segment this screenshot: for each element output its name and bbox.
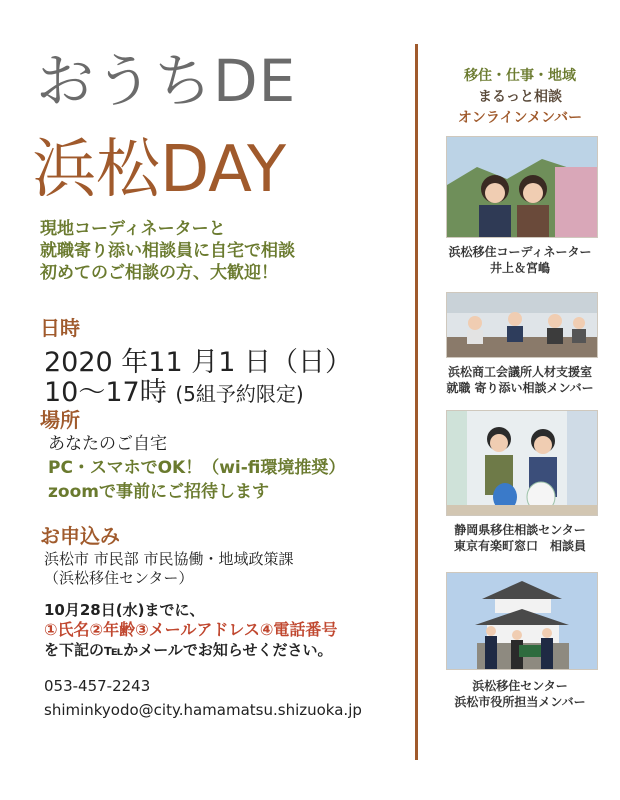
org-line: 浜松市 市民部 市民協働・地域政策課 [44,550,294,568]
place-details [48,432,345,504]
shizuoka-center-photo [446,410,598,516]
title-line2: 浜松DAY [32,133,287,207]
title-line1: おうちDE [36,47,297,115]
coordinators-caption [420,244,620,276]
city-office-photo [446,572,598,670]
deadline-line: 10月28日(水)までに、 [44,601,205,619]
caption-line: 井上＆宮嶋 [489,261,550,275]
members-heading-line1: 移住・仕事・地域 [464,68,576,84]
apply-deadline [44,600,337,660]
members-heading-line3: オンラインメンバー [457,110,583,126]
required-items: ①氏名②年齢③メールアドレス④電話番号 [44,620,338,639]
place-line: PC・スマホでOK！（wi-fi環境推奨） [48,458,346,478]
caption-line: 静岡県移住相談センター [454,523,586,537]
datetime-heading: 日時 [40,316,80,340]
chamber-staff-caption [420,364,620,396]
shizuoka-center-caption [420,522,620,554]
caption-line: 浜松商工会議所人材支援室 [447,365,592,379]
caption-line: 浜松移住コーディネーター [448,245,592,259]
caption-line: 浜松市役所担当メンバー [454,695,586,709]
apply-heading: お申込み [40,524,120,548]
members-heading-line2: まるっと相談 [478,89,562,105]
intro-line: 現地コーディネーターと [40,219,226,239]
contact-info [44,674,362,722]
place-line: あなたのご自宅 [48,434,167,454]
column-divider [415,44,418,760]
coordinators-photo [446,136,598,238]
apply-organization [44,550,294,588]
caption-line: 就職 寄り添い相談メンバー [446,381,594,395]
chamber-staff-photo [446,292,598,358]
caption-line: 浜松移住センター [472,679,568,693]
intro-line: 就職寄り添い相談員に自宅で相談 [40,241,295,261]
org-line: （浜松移住センター） [44,569,194,587]
place-line: zoomで事前にご招待します [48,482,269,502]
city-office-caption [420,678,620,710]
email-address[interactable]: shiminkyodo@city.hamamatsu.shizuoka.jp [44,701,362,719]
instruction-line: を下記の℡かメールでお知らせください。 [44,641,333,659]
phone-number[interactable]: 053-457-2243 [44,677,151,695]
event-time-note: (5組予約限定) [175,382,304,406]
event-date: 2020 年11 月1 日（日） [44,347,352,378]
event-time-range: 10～17時 [44,377,167,408]
place-heading: 場所 [40,408,80,432]
members-heading [420,66,620,129]
intro-line: 初めてのご相談の方、大歓迎！ [40,263,278,283]
intro-text [40,218,295,284]
event-time [44,370,304,409]
caption-line: 東京有楽町窓口 相談員 [453,539,586,553]
